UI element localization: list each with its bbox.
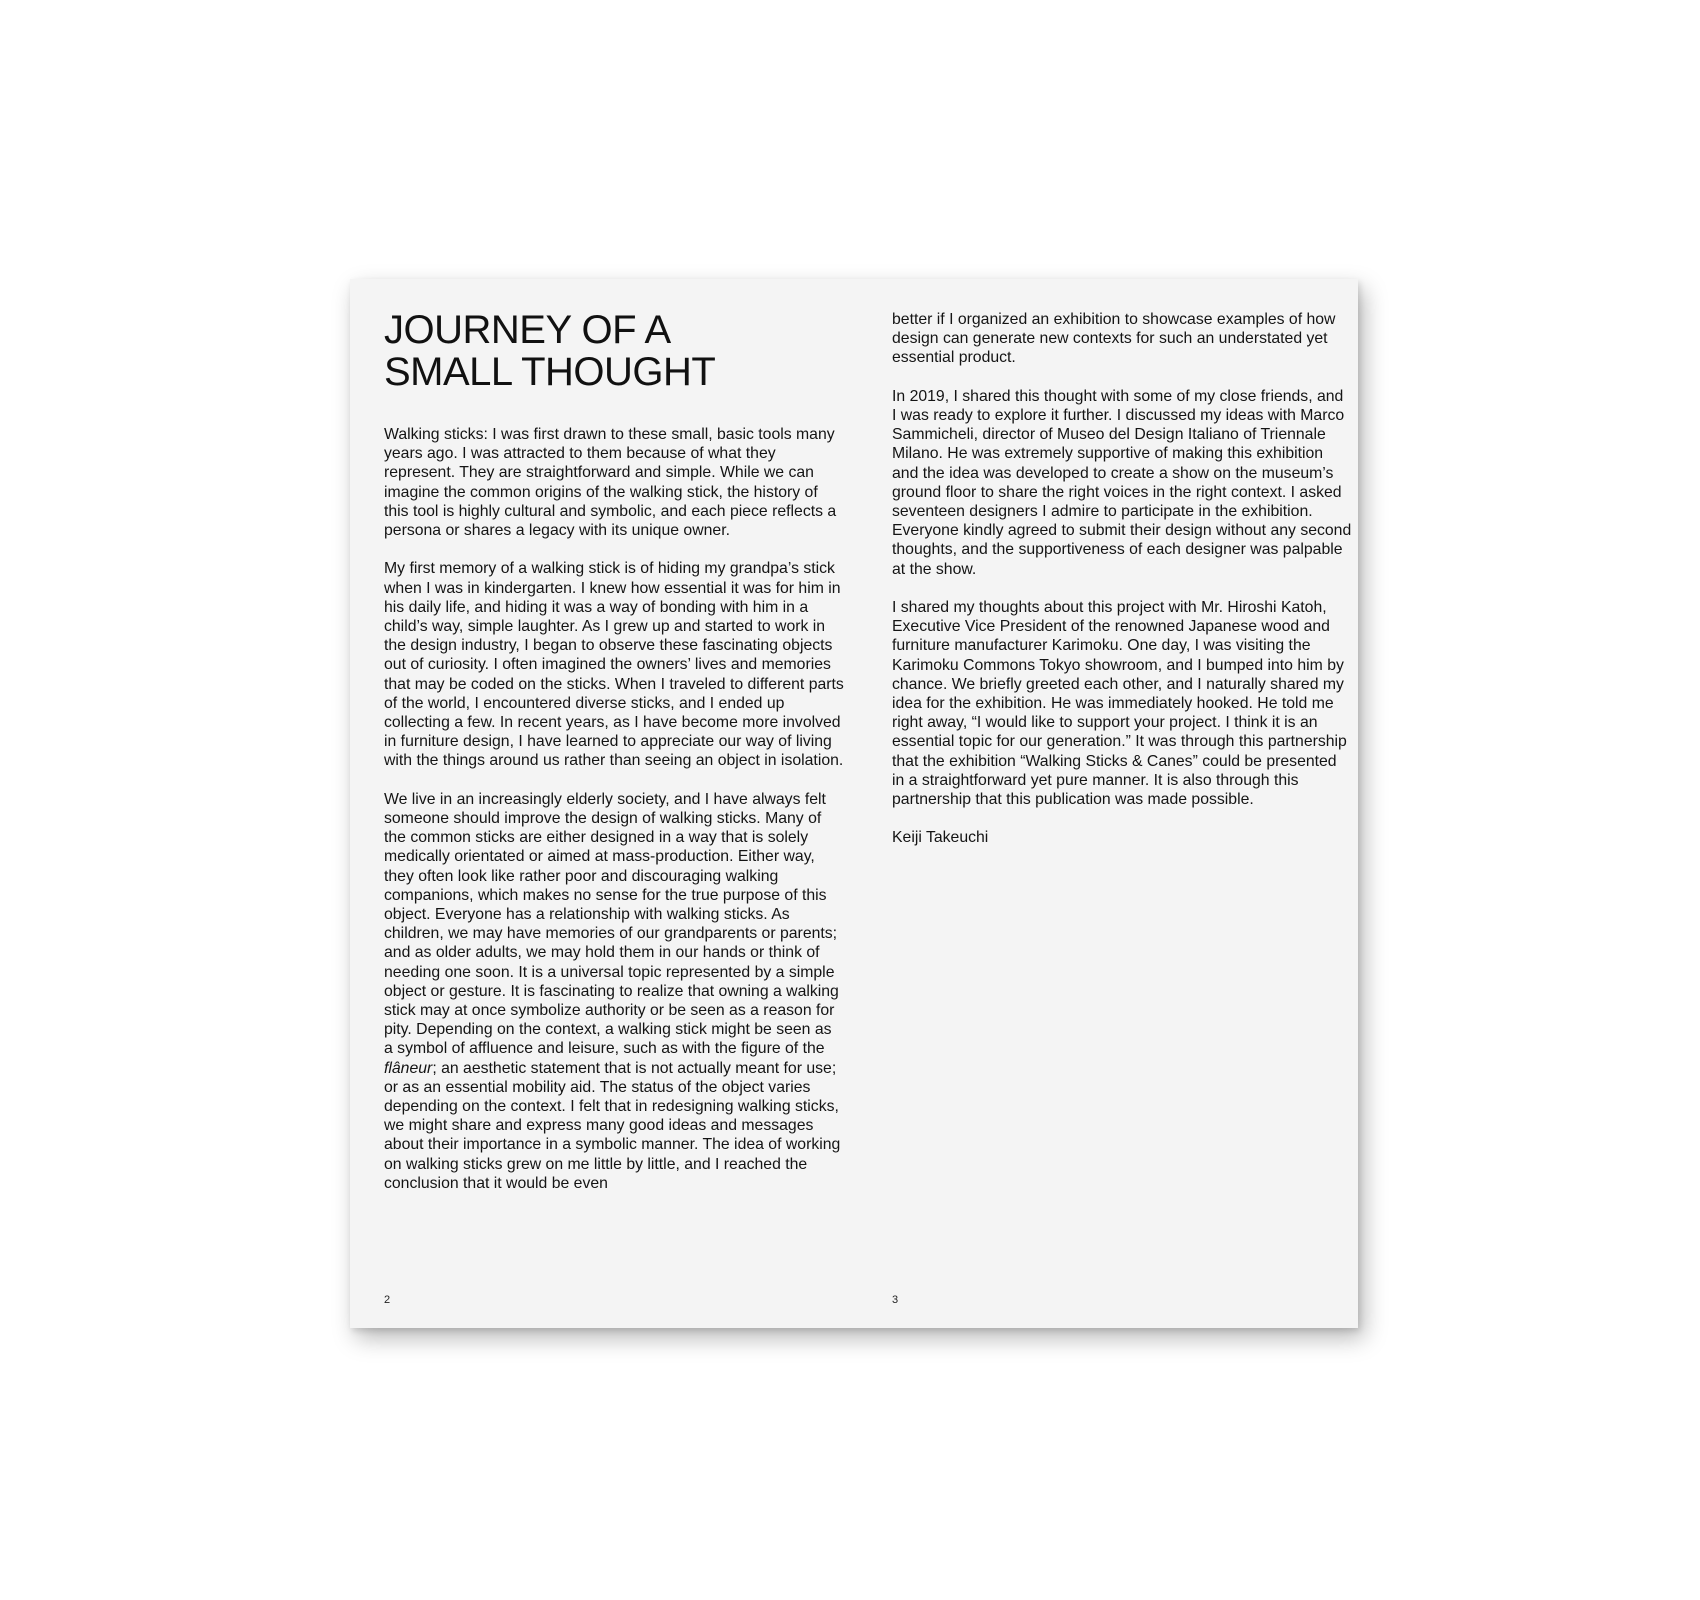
right-page (854, 279, 1358, 1328)
author-signature: Keiji Takeuchi (892, 829, 989, 847)
paragraph: I shared my thoughts about this project with Mr. Hiroshi Katoh, Executive Vice President of the renowned Japanese wood and furniture manufacturer Karimoku. One day, I was visiting the Karimoku Commons Tokyo showroom, and I bumped into him by chance. We briefly greeted each other, and I naturally shared my idea for the exhibition. He was immediately hooked. He told me right away, “I would like to support your project. I think it is an essential topic for our generation.” It was through this partnership that the exhibition “Walking Sticks & Canes” could be presented in a straightforward yet pure manner. It is also through this partnership that this publication was made possible. (892, 599, 1347, 809)
paragraph: In 2019, I shared this thought with some of my close friends, and I was ready to explore it further. I discussed my ideas with Marco Sammicheli, director of Museo del Design Italiano of Triennale Milano. He was extremely supportive of making this exhibition and the idea was developed to create a show on the museum’s ground floor to share the right voices in the right context. I asked seventeen designers I admire to participate in the exhibition. Everyone kindly agreed to submit their design without any second thoughts, and the supportiveness of each designer was palpable at the show. (892, 387, 1352, 578)
page-title: JOURNEY OF A SMALL THOUGHT (384, 308, 716, 394)
paragraph: My first memory of a walking stick is of hiding my grandpa’s stick when I was in kindergarten. I knew how essential it was for him in his daily life, and hiding it was a way of bonding with him in a child’s way, simple laughter. As I grew up and started to work in the design industry, I began to observe these fascinating objects out of curiosity. I often imagined the owners’ lives and memories that may be coded on the sticks. When I traveled to different parts of the world, I encountered diverse sticks, and I ended up collecting a few. In recent years, as I have become more involved in furniture design, I have learned to appreciate our way of living with the things around us rather than seeing an object in isolation. (384, 560, 844, 770)
paragraph: Walking sticks: I was first drawn to these small, basic tools many years ago. I was attracted to them because of what they represent. They are straightforward and simple. While we can imagine the common origins of the walking stick, the history of this tool is highly cultural and symbolic, and each piece reflects a persona or shares a legacy with its unique owner. (384, 426, 837, 540)
left-column-text (384, 425, 844, 1193)
paragraph (384, 790, 844, 1193)
right-column-text (892, 310, 1352, 848)
italic-term: flâneur (384, 1059, 433, 1077)
page-number: 3 (892, 1294, 899, 1306)
left-page (350, 279, 854, 1328)
paragraph-text: We live in an increasingly elderly society, and I have always felt someone should improve the design of walking sticks. Many of the common sticks are either designed in a way that is solely medically orientated or aimed at mass-production. Either way, they often look like rather poor and discouraging walking companions, which makes no sense for the true purpose of this object. Everyone has a relationship with walking sticks. As children, we may have memories of our grandparents or parents; and as older adults, we may hold them in our hands or think of needing one soon. It is a universal topic represented by a simple object or gesture. It is fascinating to realize that owning a walking stick may at once symbolize authority or be seen as a reason for pity. Depending on the context, a walking stick might be seen as a symbol of affluence and leisure, such as with the figure of the (384, 790, 839, 1058)
page-number: 2 (384, 1294, 391, 1306)
book-spread (350, 279, 1358, 1328)
paragraph-text: ; an aesthetic statement that is not actually meant for use; or as an essential mobility aid. The status of the object varies depending on the context. I felt that in redesigning walking sticks, we might share and express many good ideas and messages about their importance in a symbolic manner. The idea of working on walking sticks grew on me little by little, and I reached the conclusion that it would be even (384, 1059, 841, 1192)
paragraph: better if I organized an exhibition to showcase examples of how design can generate new contexts for such an understated yet essential product. (892, 311, 1336, 367)
